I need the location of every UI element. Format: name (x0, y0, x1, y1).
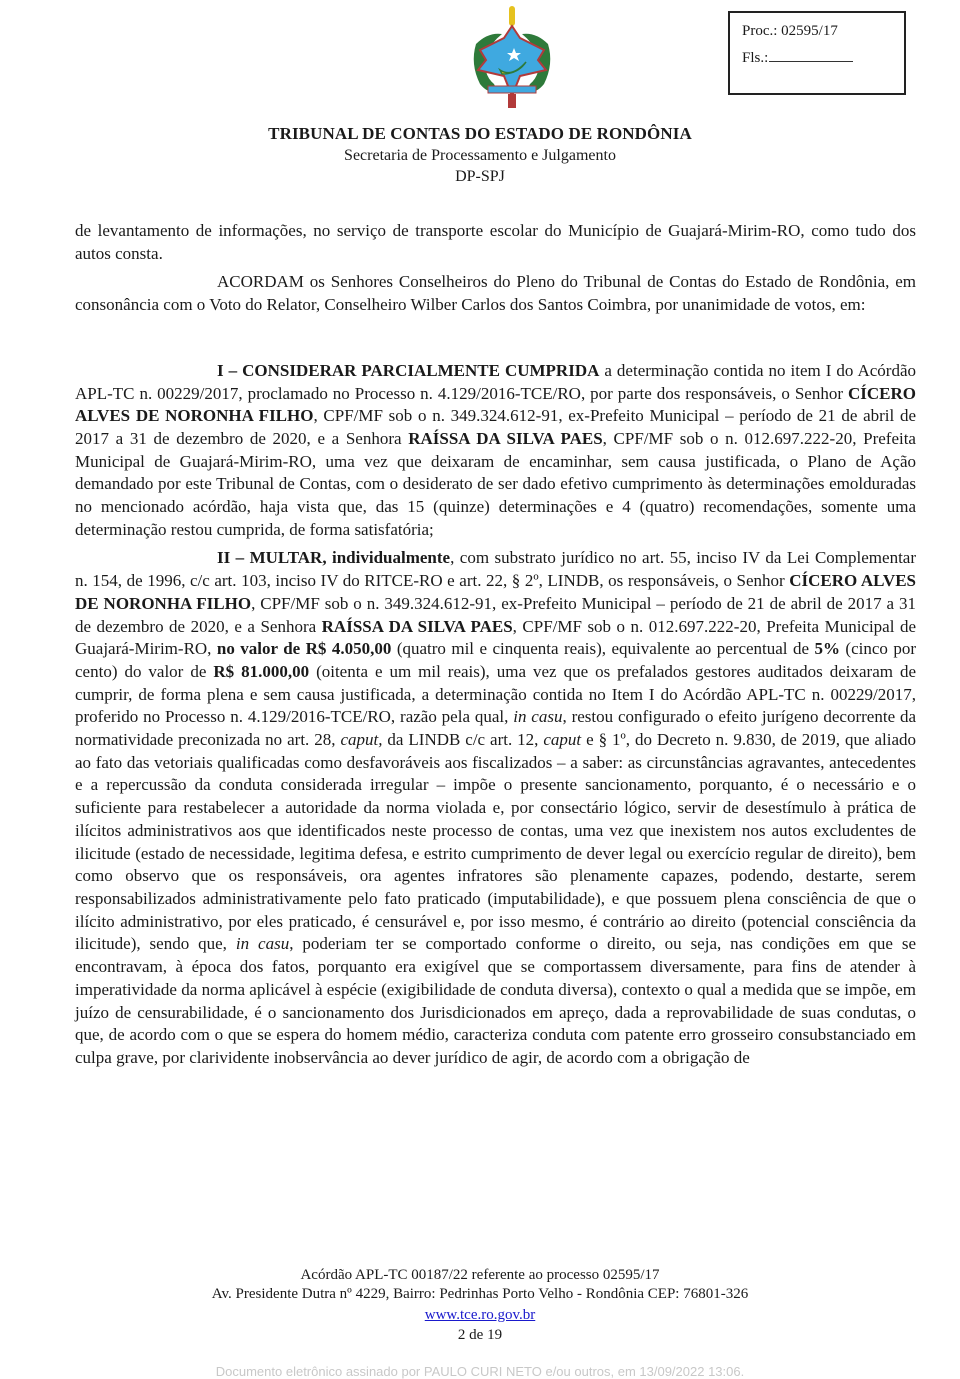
seal-base (508, 94, 516, 108)
italic-text: caput, (340, 730, 383, 750)
footer-acordao-reference: Acórdão APL-TC 00187/22 referente ao processo 02595/17 (300, 1267, 660, 1283)
website-link[interactable]: www.tce.ro.gov.br (424, 1307, 536, 1323)
bold-text: CÍCERO ALVES DE NORONHA FILHO (75, 383, 916, 426)
bold-text: CÍCERO ALVES DE NORONHA FILHO (75, 571, 916, 613)
paragraph-item-i (75, 360, 916, 542)
state-coat-of-arms-seal (466, 4, 558, 110)
bold-text: I – CONSIDERAR PARCIALMENTE CUMPRIDA (217, 360, 600, 380)
paragraph-item-ii (75, 547, 916, 1069)
italic-text: in casu (513, 707, 563, 727)
paragraph-acordam (75, 271, 916, 316)
text-run: , CPF/MF sob o n. 012.697.222-20, Prefeita Municipal de Guajará-Mirim-RO, (75, 616, 916, 659)
text-run: , CPF/MF sob o n. 349.324.612-91, ex-Prefeito Municipal – período de 21 de abril de 2017 a 31 de dezembro de 2020, e a Senhora (75, 406, 916, 448)
text-run: , poderiam ter se comportado conforme o direito, ou seja, nas condições em que se encontravam, à época dos fatos, porquanto era exigível que se comportassem diversamente, para fins de atender à imperatividade da norma aplicável à espécie (exigibilidade de conduta diversa), contexto o qual a medida que se impõe, em juízo de censurabilidade, é o sancionamento dos Jurisdicionados em apreço, dada a reprovabilidade de suas condutas, o que, de acordo com o que se espera do homem médio, caracteriza conduta com patente erro grosseiro consubstanciado em culpa grave, por clarividente inobservância ao dever jurídico de agir, de acordo com a obrigação de (75, 934, 917, 1067)
seal-ribbon (488, 86, 536, 93)
paragraph-intro (75, 220, 916, 265)
proc-label: Proc.: (742, 23, 778, 39)
text-run: , com substrato jurídico no art. 55, inciso IV da Lei Complementar n. 154, de 1996, c/c art. 103, inciso IV do RITCE-RO e art. 22, § 2º, LINDB, os responsáveis, o Senhor (75, 548, 916, 591)
footer-address: Av. Presidente Dutra nº 4229, Bairro: Pedrinhas Porto Velho - Rondônia CEP: 76801-326 (211, 1286, 749, 1302)
text-run: (cinco por cento) do valor de (75, 639, 916, 681)
seal-torch (509, 6, 515, 26)
fls-label: Fls.: (742, 50, 769, 66)
fls-blank-line (769, 47, 853, 62)
fls-row (742, 47, 904, 68)
department-code: DP-SPJ (455, 168, 505, 185)
italic-text: in casu (235, 934, 290, 954)
proc-row (742, 21, 904, 41)
text-run: a determinação contida no item I do Acórdão APL-TC n. 00229/2017, proclamado no Processo n. 4.129/2016-TCE/RO, por parte dos responsáveis, o Senhor (75, 360, 916, 403)
text-run: (oitenta e um mil reais), uma vez que os prefalados gestores auditados deixaram de cumprir, de forma plena e sem causa justificada, a determinação contida no Item I do Acórdão APL-TC n. 00229/2017, proferido no Processo n. 4.129/2016-TCE/RO, razão pela qual, (75, 661, 917, 727)
process-number-box (728, 11, 906, 95)
bold-text: RAÍSSA DA SILVA PAES (408, 428, 603, 448)
institution-subtitle: Secretaria de Processamento e Julgamento (344, 147, 616, 164)
bold-text: II – MULTAR, individualmente (217, 548, 451, 568)
text-run: de levantamento de informações, no serviço de transporte escolar do Município de Guajará-Mirim-RO, como tudo dos autos consta. (75, 221, 916, 263)
footer-website (0, 1306, 960, 1325)
text-run: da LINDB c/c art. 12, (382, 730, 544, 750)
proc-value: 02595/17 (781, 23, 838, 39)
page-indicator: 2 de 19 (457, 1327, 503, 1343)
seal-graphic (466, 4, 558, 110)
bold-text: 5% (814, 639, 840, 659)
text-run: e § 1º, do Decreto n. 9.830, de 2019, que aliado ao fato das vetoriais qualificadas como desfavoráveis aos fiscalizados – a saber: as circunstâncias agravantes, antecedentes e a repercussão da conduta considerada irregular – impõe o presente sancionamento, porquanto, é o necessário e o suficiente para restabelecer a autoridade da norma violada e, por consectário lógico, servir de desestímulo à prática de ilícitos administrativos aos que identificados neste processo de contas, uma vez que inexistem nos autos excludentes de ilicitude (estado de necessidade, legitima defesa, e estrito cumprimento de dever legal ou exercício regular de direito), bem como observo que os responsáveis, ora agentes infratores são plenamente capazes, podendo, destarte, serem responsabilizados administrativamente pelo fato praticado (imputabilidade), e que possuem plena consciência de que o ilícito administrativo, por eles praticado, é censurável e, por isso mesmo, é contrário ao direito (potencial consciência da ilicitude), sendo que, (75, 730, 917, 954)
text-run: (quatro mil e cinquenta reais), equivalente ao percentual de (391, 639, 815, 659)
bold-text: RAÍSSA DA SILVA PAES (321, 616, 513, 636)
text-run: ACORDAM os Senhores Conselheiros do Pleno do Tribunal de Contas do Estado de Rondônia, em consonância com o Voto do Relator, Conselheiro Wilber Carlos dos Santos Coimbra, por unanimidade de votos, em: (75, 272, 916, 315)
italic-text: caput (543, 730, 582, 750)
institution-title: TRIBUNAL DE CONTAS DO ESTADO DE RONDÔNIA (268, 124, 692, 143)
bold-text: R$ 81.000,00 (213, 661, 310, 681)
electronic-signature-note: Documento eletrônico assinado por PAULO CURI NETO e/ou outros, em 13/09/2022 13:06. (215, 1364, 745, 1379)
text-run: , restou configurado o efeito jurígeno decorrente da normatividade preconizada no art. 28, (75, 707, 917, 750)
text-run: , CPF/MF sob o n. 349.324.612-91, ex-Prefeito Municipal – período de 21 de abril de 2017 a 31 de dezembro de 2020, e a Senhora (75, 593, 916, 636)
document-body (75, 220, 916, 1070)
bold-text: no valor de R$ 4.050,00 (216, 639, 392, 659)
text-run: , CPF/MF sob o n. 012.697.222-20, Prefeita Municipal de Guajará-Mirim-RO, uma vez que deixaram de encaminhar, sem causa justificada, o Plano de Ação demandado por este Tribunal de Contas, com o desiderato de ser dado efetivo cumprimento às determinações emolduradas no mencionado acórdão, haja vista que, das 15 (quinze) determinações e 4 (quatro) recomendações, somente uma determinação restou cumprida, de forma satisfatória; (75, 428, 916, 539)
